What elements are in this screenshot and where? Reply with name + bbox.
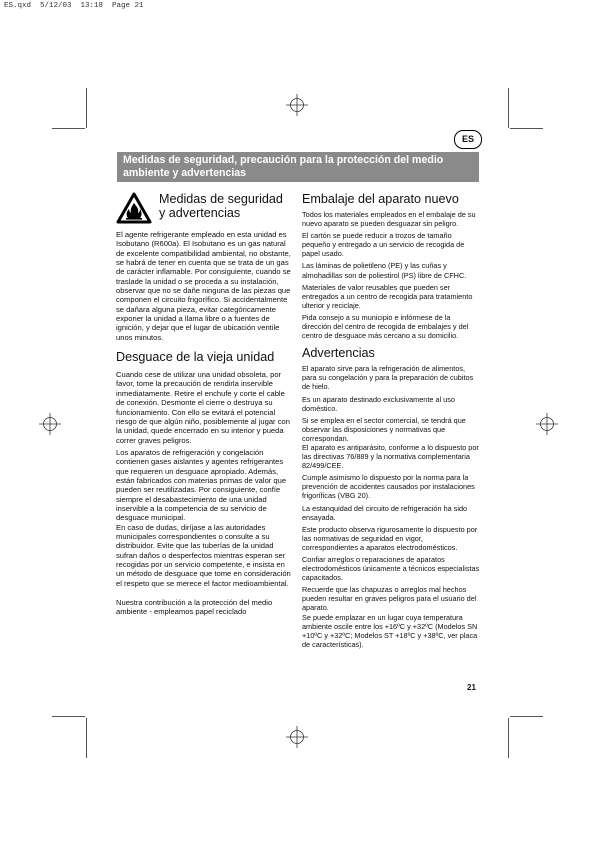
warnings-paragraph: Se puede emplazar en un lugar cuya temperatura ambiente oscile entre los +16ºC y +32ºC (Modelos SN +10ºC y +32ºC; Modelos ST +18ºC y +38ºC, ver placa de características).	[302, 612, 478, 649]
registration-mark-icon	[39, 413, 61, 435]
packaging-paragraph: Todos los materiales empleados en el embalaje de su nuevo aparato se pueden desguazar sin peligro.	[302, 210, 476, 229]
disposal-paragraph: Cuando cese de utilizar una unidad obsoleta, por favor, tome la precaución de rendirla inservible inmediatamente. Retire el enchufe y corte el cable de conexión. Desmonte el cierre o destruya su funcionamiento. Con ello se evitará el potencial riesgo de que algún niño, posiblemente al jugar con la unidad, quede encerrado en su interior y pueda correr graves peligros.	[116, 370, 290, 445]
registration-mark-icon	[286, 726, 308, 748]
packaging-paragraph: Las láminas de polietileno (PE) y las cuñas y almohadillas son de poliestirol (PS) libre de CFHC.	[302, 261, 467, 280]
registration-mark-icon	[286, 94, 308, 116]
packaging-paragraph: Pida consejo a su municipio e infórmese de la dirección del centro de recogida de embalajes y del centro de desguace más cercano a su domicilio.	[302, 312, 469, 341]
packaging-paragraph: Materiales de valor reusables que pueden ser entregados a un centro de recogida para tratamiento ulterior y reciclaje.	[302, 282, 473, 310]
crop-mark	[510, 128, 543, 129]
language-badge: ES	[454, 130, 482, 149]
warnings-paragraph: Este producto observa rigurosamente lo dispuesto por las normativas de seguridad en vigor, correspondientes a aparatos electrodomésticos.	[302, 524, 478, 552]
warnings-title: Advertencias	[302, 346, 375, 361]
warnings-paragraph: La estanquidad del circuito de refrigeración ha sido ensayada.	[302, 503, 468, 522]
warnings-paragraph: El aparato sirve para la refrigeración de alimentos, para su congelación y para la preparación de cubitos de hielo.	[302, 364, 474, 392]
warnings-paragraph: Cumple asimismo lo dispuesto por la norma para la prevención de accidentes causados por instalaciones frigoríficas (VBG 20).	[302, 473, 475, 501]
crop-mark	[86, 88, 87, 128]
safety-paragraph: El agente refrigerante empleado en esta unidad es Isobutano (R600a). El Isobutano es un gas natural de excelente compatibilidad ambiental, no obstante, se habrá de tener en cuenta que se trata de un gas de carácter inflamable. Por consiguiente, cuando se traslade la unidad o se proceda a su instalación, observar que no se dañe ninguna de las piezas que componen el circuito frigorífico. Si accidentalmente se dañara alguna pieza, evitar categóricamente exponer la unidad a llama libre o a fuentes de ignición, y dejar que el lugar de ubicación ventile unos minutos.	[116, 230, 291, 342]
disposal-title: Desguace de la vieja unidad	[116, 350, 275, 365]
warnings-paragraph: El aparato es antiparásito, conforme a lo dispuesto por las directivas 76/889 y la normativa complementaria 82/499/CEE.	[302, 442, 479, 471]
section-banner	[117, 152, 479, 182]
disposal-paragraph: En caso de dudas, diríjase a las autoridades municipales correspondientes o consulte a su distribuidor. Evite que las tuberías de la unidad sufran daños o desperfectos mientras esperan ser recogidas por un servicio competente, e insista en un método de desguace que tome en consideración el respeto que se merece el factor medioambiental.	[116, 522, 291, 588]
crop-mark	[510, 716, 543, 717]
right-column	[302, 192, 480, 649]
crop-mark	[52, 716, 85, 717]
print-slug: ES.qxd 5/12/03 13:18 Page 21	[4, 2, 144, 10]
crop-mark	[508, 718, 509, 758]
banner-title: Medidas de seguridad, precaución para la protección del medio ambiente y advertencias	[123, 154, 444, 179]
safety-title: Medidas de seguridad y advertencias	[159, 192, 283, 220]
left-column	[116, 192, 291, 617]
recycled-paper-note: Nuestra contribución a la protección del medio ambiente - empleamos papel reciclado	[116, 598, 273, 617]
packaging-paragraph: El cartón se puede reducir a trozos de tamaño pequeño y entregado a un servicio de recogida de papel usado.	[302, 231, 465, 259]
safety-header	[116, 192, 291, 224]
warnings-paragraph: Confiar arreglos o reparaciones de aparatos electrodomésticos únicamente a técnicos especialistas capacitados.	[302, 555, 480, 583]
crop-mark	[86, 718, 87, 758]
warnings-paragraph: Si se emplea en el sector comercial, se tendrá que observar las disposiciones y normativas que correspondan.	[302, 415, 466, 443]
warnings-paragraph: Recuerde que las chapuzas o arreglos mal hechos pueden resultar en graves peligros para el usuario del aparato.	[302, 585, 477, 613]
packaging-title: Embalaje del aparato nuevo	[302, 192, 459, 206]
crop-mark	[52, 128, 85, 129]
registration-mark-icon	[536, 413, 558, 435]
disposal-paragraph: Los aparatos de refrigeración y congelación contienen gases aislantes y agentes refrigerantes que requieren un desguace apropiado. Además, están fabricados con materias primas de valor que pueden ser reutilizadas. Por consiguiente, confíe siempre el desabastecimiento de una unidad inservible a la competencia de su servicio de desguace municipal.	[116, 447, 287, 523]
flammable-warning-icon	[116, 192, 152, 224]
warnings-paragraph: Es un aparato destinado exclusivamente al uso doméstico.	[302, 394, 455, 413]
crop-mark	[508, 88, 509, 128]
page-number: 21	[467, 683, 476, 692]
